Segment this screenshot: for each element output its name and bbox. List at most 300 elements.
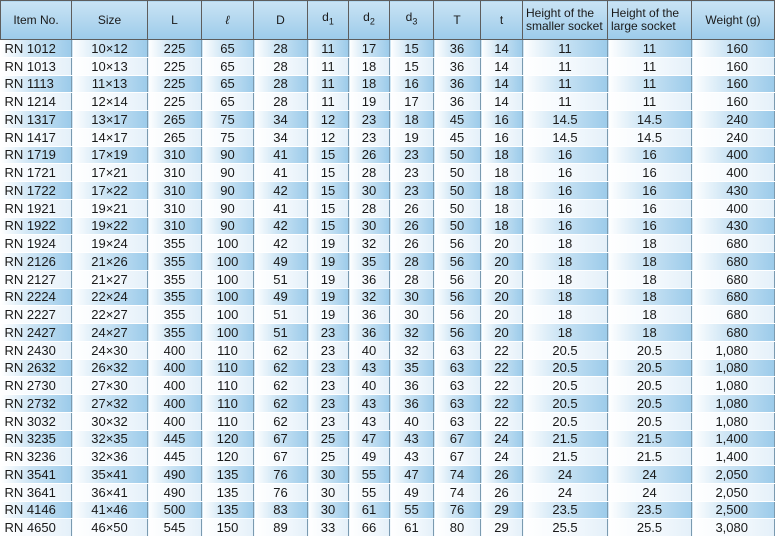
cell-D: 28 <box>254 40 308 58</box>
cell-d3: 26 <box>390 199 434 217</box>
cell-d3: 18 <box>390 111 434 129</box>
cell-L: 490 <box>148 483 202 501</box>
cell-d2: 30 <box>349 217 390 235</box>
cell-d3: 36 <box>390 377 434 395</box>
cell-size: 32×36 <box>72 448 148 466</box>
cell-L: 445 <box>148 430 202 448</box>
cell-weight: 680 <box>692 324 775 342</box>
cell-t: 20 <box>481 235 523 253</box>
cell-large-socket-height: 21.5 <box>608 448 692 466</box>
cell-weight: 160 <box>692 40 775 58</box>
cell-T: 36 <box>434 57 481 75</box>
cell-t: 18 <box>481 217 523 235</box>
cell-d3: 43 <box>390 448 434 466</box>
col-D: D <box>254 1 308 40</box>
cell-d3: 19 <box>390 128 434 146</box>
cell-d3: 23 <box>390 164 434 182</box>
cell-d1: 19 <box>308 288 349 306</box>
cell-item-no: RN 2126 <box>1 253 72 271</box>
cell-l: 110 <box>202 377 254 395</box>
cell-d1: 11 <box>308 75 349 93</box>
cell-small-socket-height: 18 <box>523 253 608 271</box>
table-row <box>1 111 775 129</box>
col-L: L <box>148 1 202 40</box>
cell-D: 42 <box>254 182 308 200</box>
cell-D: 51 <box>254 306 308 324</box>
cell-l: 100 <box>202 270 254 288</box>
cell-d2: 23 <box>349 128 390 146</box>
cell-t: 29 <box>481 519 523 537</box>
cell-T: 50 <box>434 217 481 235</box>
cell-t: 22 <box>481 359 523 377</box>
cell-d2: 18 <box>349 57 390 75</box>
cell-size: 41×46 <box>72 501 148 519</box>
cell-D: 62 <box>254 395 308 413</box>
cell-item-no: RN 2632 <box>1 359 72 377</box>
cell-l: 90 <box>202 199 254 217</box>
header-row <box>1 1 775 40</box>
cell-D: 67 <box>254 448 308 466</box>
cell-D: 49 <box>254 253 308 271</box>
cell-size: 30×32 <box>72 412 148 430</box>
cell-size: 10×13 <box>72 57 148 75</box>
cell-T: 36 <box>434 40 481 58</box>
cell-small-socket-height: 20.5 <box>523 412 608 430</box>
cell-d2: 61 <box>349 501 390 519</box>
cell-size: 12×14 <box>72 93 148 111</box>
col-d1-main: d <box>322 10 329 25</box>
cell-l: 65 <box>202 75 254 93</box>
cell-large-socket-height: 20.5 <box>608 395 692 413</box>
cell-t: 24 <box>481 430 523 448</box>
cell-t: 26 <box>481 466 523 484</box>
cell-weight: 680 <box>692 253 775 271</box>
cell-large-socket-height: 16 <box>608 217 692 235</box>
cell-size: 19×21 <box>72 199 148 217</box>
cell-size: 22×24 <box>72 288 148 306</box>
cell-weight: 160 <box>692 57 775 75</box>
cell-weight: 1,400 <box>692 430 775 448</box>
cell-d2: 43 <box>349 359 390 377</box>
cell-l: 100 <box>202 235 254 253</box>
cell-L: 225 <box>148 93 202 111</box>
cell-T: 56 <box>434 270 481 288</box>
cell-d3: 17 <box>390 93 434 111</box>
cell-weight: 680 <box>692 288 775 306</box>
col-d3-main: d <box>405 10 413 25</box>
cell-weight: 2,500 <box>692 501 775 519</box>
cell-item-no: RN 3541 <box>1 466 72 484</box>
cell-item-no: RN 3641 <box>1 483 72 501</box>
cell-t: 22 <box>481 412 523 430</box>
cell-l: 120 <box>202 430 254 448</box>
cell-item-no: RN 4146 <box>1 501 72 519</box>
cell-d2: 66 <box>349 519 390 537</box>
cell-d3: 43 <box>390 430 434 448</box>
cell-t: 22 <box>481 377 523 395</box>
cell-large-socket-height: 14.5 <box>608 128 692 146</box>
cell-T: 63 <box>434 341 481 359</box>
cell-L: 400 <box>148 359 202 377</box>
cell-l: 110 <box>202 395 254 413</box>
cell-t: 26 <box>481 483 523 501</box>
cell-item-no: RN 2127 <box>1 270 72 288</box>
cell-large-socket-height: 11 <box>608 40 692 58</box>
cell-t: 16 <box>481 111 523 129</box>
cell-t: 14 <box>481 93 523 111</box>
cell-d3: 47 <box>390 466 434 484</box>
cell-D: 49 <box>254 288 308 306</box>
cell-large-socket-height: 18 <box>608 235 692 253</box>
cell-small-socket-height: 16 <box>523 164 608 182</box>
cell-T: 45 <box>434 128 481 146</box>
cell-item-no: RN 4650 <box>1 519 72 537</box>
cell-small-socket-height: 16 <box>523 199 608 217</box>
cell-large-socket-height: 11 <box>608 75 692 93</box>
cell-d1: 11 <box>308 40 349 58</box>
cell-d1: 19 <box>308 306 349 324</box>
cell-l: 110 <box>202 359 254 377</box>
col-t: t <box>481 1 523 40</box>
cell-T: 67 <box>434 430 481 448</box>
table-row <box>1 93 775 111</box>
cell-size: 35×41 <box>72 466 148 484</box>
cell-d1: 23 <box>308 359 349 377</box>
cell-item-no: RN 1317 <box>1 111 72 129</box>
cell-t: 18 <box>481 146 523 164</box>
table-row <box>1 146 775 164</box>
cell-d3: 28 <box>390 270 434 288</box>
cell-t: 14 <box>481 75 523 93</box>
cell-small-socket-height: 24 <box>523 466 608 484</box>
cell-d1: 19 <box>308 270 349 288</box>
cell-t: 18 <box>481 182 523 200</box>
cell-l: 150 <box>202 519 254 537</box>
cell-small-socket-height: 18 <box>523 288 608 306</box>
cell-l: 75 <box>202 111 254 129</box>
cell-weight: 1,400 <box>692 448 775 466</box>
cell-item-no: RN 1013 <box>1 57 72 75</box>
cell-D: 41 <box>254 146 308 164</box>
table-row <box>1 359 775 377</box>
col-d1-sub: 1 <box>328 16 334 27</box>
cell-d1: 12 <box>308 128 349 146</box>
cell-size: 26×32 <box>72 359 148 377</box>
cell-d3: 15 <box>390 40 434 58</box>
cell-d3: 36 <box>390 395 434 413</box>
cell-L: 355 <box>148 306 202 324</box>
cell-t: 20 <box>481 324 523 342</box>
cell-weight: 160 <box>692 75 775 93</box>
cell-small-socket-height: 20.5 <box>523 395 608 413</box>
cell-large-socket-height: 18 <box>608 288 692 306</box>
cell-T: 76 <box>434 501 481 519</box>
table-row <box>1 128 775 146</box>
cell-d3: 28 <box>390 253 434 271</box>
cell-D: 28 <box>254 57 308 75</box>
cell-D: 62 <box>254 359 308 377</box>
cell-item-no: RN 3032 <box>1 412 72 430</box>
col-large-socket: Height of the large socket <box>608 1 692 40</box>
cell-d1: 23 <box>308 377 349 395</box>
cell-d1: 19 <box>308 253 349 271</box>
cell-size: 19×22 <box>72 217 148 235</box>
table-row <box>1 288 775 306</box>
cell-d2: 18 <box>349 75 390 93</box>
cell-item-no: RN 2430 <box>1 341 72 359</box>
cell-item-no: RN 2427 <box>1 324 72 342</box>
cell-item-no: RN 1721 <box>1 164 72 182</box>
cell-large-socket-height: 20.5 <box>608 341 692 359</box>
cell-d3: 32 <box>390 341 434 359</box>
cell-large-socket-height: 16 <box>608 146 692 164</box>
cell-L: 355 <box>148 288 202 306</box>
cell-d3: 49 <box>390 483 434 501</box>
cell-d1: 11 <box>308 57 349 75</box>
cell-T: 80 <box>434 519 481 537</box>
cell-size: 11×13 <box>72 75 148 93</box>
cell-large-socket-height: 14.5 <box>608 111 692 129</box>
cell-d1: 30 <box>308 466 349 484</box>
cell-T: 50 <box>434 199 481 217</box>
cell-D: 34 <box>254 111 308 129</box>
cell-d1: 15 <box>308 164 349 182</box>
cell-l: 90 <box>202 146 254 164</box>
cell-t: 16 <box>481 128 523 146</box>
cell-d1: 30 <box>308 501 349 519</box>
cell-item-no: RN 3236 <box>1 448 72 466</box>
cell-item-no: RN 1719 <box>1 146 72 164</box>
cell-d2: 47 <box>349 430 390 448</box>
cell-small-socket-height: 21.5 <box>523 430 608 448</box>
cell-size: 36×41 <box>72 483 148 501</box>
cell-weight: 400 <box>692 199 775 217</box>
cell-t: 20 <box>481 306 523 324</box>
table-row <box>1 235 775 253</box>
cell-size: 17×19 <box>72 146 148 164</box>
cell-weight: 1,080 <box>692 341 775 359</box>
cell-item-no: RN 1922 <box>1 217 72 235</box>
cell-d3: 55 <box>390 501 434 519</box>
cell-T: 56 <box>434 253 481 271</box>
cell-L: 225 <box>148 57 202 75</box>
cell-T: 74 <box>434 483 481 501</box>
cell-t: 20 <box>481 288 523 306</box>
cell-large-socket-height: 21.5 <box>608 430 692 448</box>
cell-item-no: RN 1012 <box>1 40 72 58</box>
cell-d2: 32 <box>349 288 390 306</box>
cell-item-no: RN 1722 <box>1 182 72 200</box>
col-d3 <box>390 1 434 40</box>
cell-L: 500 <box>148 501 202 519</box>
cell-L: 265 <box>148 111 202 129</box>
cell-l: 100 <box>202 306 254 324</box>
cell-weight: 430 <box>692 182 775 200</box>
cell-d1: 15 <box>308 182 349 200</box>
cell-l: 90 <box>202 164 254 182</box>
cell-small-socket-height: 11 <box>523 57 608 75</box>
cell-size: 24×27 <box>72 324 148 342</box>
cell-D: 34 <box>254 128 308 146</box>
cell-L: 400 <box>148 377 202 395</box>
table-row <box>1 164 775 182</box>
cell-size: 10×12 <box>72 40 148 58</box>
cell-d2: 23 <box>349 111 390 129</box>
cell-large-socket-height: 18 <box>608 306 692 324</box>
cell-d1: 33 <box>308 519 349 537</box>
col-d2-sub: 2 <box>369 16 375 27</box>
cell-d3: 15 <box>390 57 434 75</box>
cell-weight: 160 <box>692 93 775 111</box>
cell-large-socket-height: 16 <box>608 164 692 182</box>
cell-small-socket-height: 16 <box>523 217 608 235</box>
table-row <box>1 377 775 395</box>
table-row <box>1 519 775 537</box>
cell-item-no: RN 1113 <box>1 75 72 93</box>
cell-T: 56 <box>434 235 481 253</box>
cell-L: 265 <box>148 128 202 146</box>
cell-d2: 36 <box>349 270 390 288</box>
cell-t: 22 <box>481 395 523 413</box>
cell-L: 445 <box>148 448 202 466</box>
cell-item-no: RN 2730 <box>1 377 72 395</box>
cell-item-no: RN 2732 <box>1 395 72 413</box>
cell-l: 120 <box>202 448 254 466</box>
cell-d2: 28 <box>349 199 390 217</box>
cell-T: 45 <box>434 111 481 129</box>
cell-L: 400 <box>148 341 202 359</box>
cell-t: 29 <box>481 501 523 519</box>
cell-weight: 400 <box>692 164 775 182</box>
table-row <box>1 483 775 501</box>
cell-size: 27×32 <box>72 395 148 413</box>
cell-d2: 55 <box>349 483 390 501</box>
cell-small-socket-height: 21.5 <box>523 448 608 466</box>
cell-D: 62 <box>254 377 308 395</box>
cell-l: 65 <box>202 93 254 111</box>
cell-d2: 40 <box>349 377 390 395</box>
cell-small-socket-height: 18 <box>523 306 608 324</box>
cell-size: 17×21 <box>72 164 148 182</box>
cell-D: 28 <box>254 93 308 111</box>
cell-L: 355 <box>148 270 202 288</box>
cell-weight: 2,050 <box>692 466 775 484</box>
cell-d3: 30 <box>390 306 434 324</box>
cell-large-socket-height: 18 <box>608 270 692 288</box>
cell-small-socket-height: 24 <box>523 483 608 501</box>
cell-size: 14×17 <box>72 128 148 146</box>
cell-d2: 40 <box>349 341 390 359</box>
cell-T: 56 <box>434 288 481 306</box>
cell-L: 310 <box>148 182 202 200</box>
cell-small-socket-height: 20.5 <box>523 377 608 395</box>
cell-d3: 30 <box>390 288 434 306</box>
cell-D: 42 <box>254 235 308 253</box>
cell-d2: 26 <box>349 146 390 164</box>
cell-t: 20 <box>481 253 523 271</box>
cell-L: 225 <box>148 40 202 58</box>
cell-weight: 430 <box>692 217 775 235</box>
cell-t: 14 <box>481 57 523 75</box>
cell-weight: 1,080 <box>692 377 775 395</box>
cell-t: 24 <box>481 448 523 466</box>
cell-d3: 26 <box>390 235 434 253</box>
cell-item-no: RN 2227 <box>1 306 72 324</box>
cell-d1: 23 <box>308 324 349 342</box>
cell-d1: 12 <box>308 111 349 129</box>
cell-d3: 32 <box>390 324 434 342</box>
col-l: ℓ <box>202 1 254 40</box>
cell-small-socket-height: 11 <box>523 40 608 58</box>
cell-l: 100 <box>202 324 254 342</box>
cell-small-socket-height: 11 <box>523 75 608 93</box>
cell-weight: 240 <box>692 128 775 146</box>
cell-D: 62 <box>254 412 308 430</box>
cell-large-socket-height: 18 <box>608 253 692 271</box>
cell-d3: 23 <box>390 182 434 200</box>
cell-D: 42 <box>254 217 308 235</box>
cell-T: 50 <box>434 164 481 182</box>
cell-L: 355 <box>148 253 202 271</box>
cell-d1: 25 <box>308 448 349 466</box>
cell-D: 89 <box>254 519 308 537</box>
cell-T: 63 <box>434 359 481 377</box>
cell-T: 36 <box>434 75 481 93</box>
cell-T: 56 <box>434 324 481 342</box>
table-row <box>1 395 775 413</box>
table-row <box>1 199 775 217</box>
table-row <box>1 217 775 235</box>
cell-size: 27×30 <box>72 377 148 395</box>
cell-L: 545 <box>148 519 202 537</box>
cell-weight: 1,080 <box>692 395 775 413</box>
table-row <box>1 448 775 466</box>
cell-large-socket-height: 16 <box>608 182 692 200</box>
cell-small-socket-height: 18 <box>523 235 608 253</box>
cell-d2: 17 <box>349 40 390 58</box>
cell-weight: 400 <box>692 146 775 164</box>
table-body <box>1 40 775 537</box>
cell-small-socket-height: 20.5 <box>523 341 608 359</box>
col-d1 <box>308 1 349 40</box>
table-row <box>1 182 775 200</box>
cell-small-socket-height: 16 <box>523 146 608 164</box>
cell-D: 67 <box>254 430 308 448</box>
col-size: Size <box>72 1 148 40</box>
cell-size: 22×27 <box>72 306 148 324</box>
cell-d1: 19 <box>308 235 349 253</box>
cell-T: 67 <box>434 448 481 466</box>
cell-t: 20 <box>481 270 523 288</box>
cell-T: 63 <box>434 395 481 413</box>
cell-l: 75 <box>202 128 254 146</box>
cell-d3: 23 <box>390 146 434 164</box>
cell-d2: 43 <box>349 395 390 413</box>
col-d2-main: d <box>363 10 370 25</box>
cell-L: 400 <box>148 412 202 430</box>
cell-weight: 1,080 <box>692 412 775 430</box>
cell-t: 18 <box>481 164 523 182</box>
cell-d1: 23 <box>308 395 349 413</box>
cell-l: 135 <box>202 501 254 519</box>
table-row <box>1 306 775 324</box>
cell-l: 90 <box>202 217 254 235</box>
cell-d1: 15 <box>308 146 349 164</box>
cell-d3: 61 <box>390 519 434 537</box>
cell-size: 46×50 <box>72 519 148 537</box>
cell-d1: 30 <box>308 483 349 501</box>
cell-small-socket-height: 11 <box>523 93 608 111</box>
